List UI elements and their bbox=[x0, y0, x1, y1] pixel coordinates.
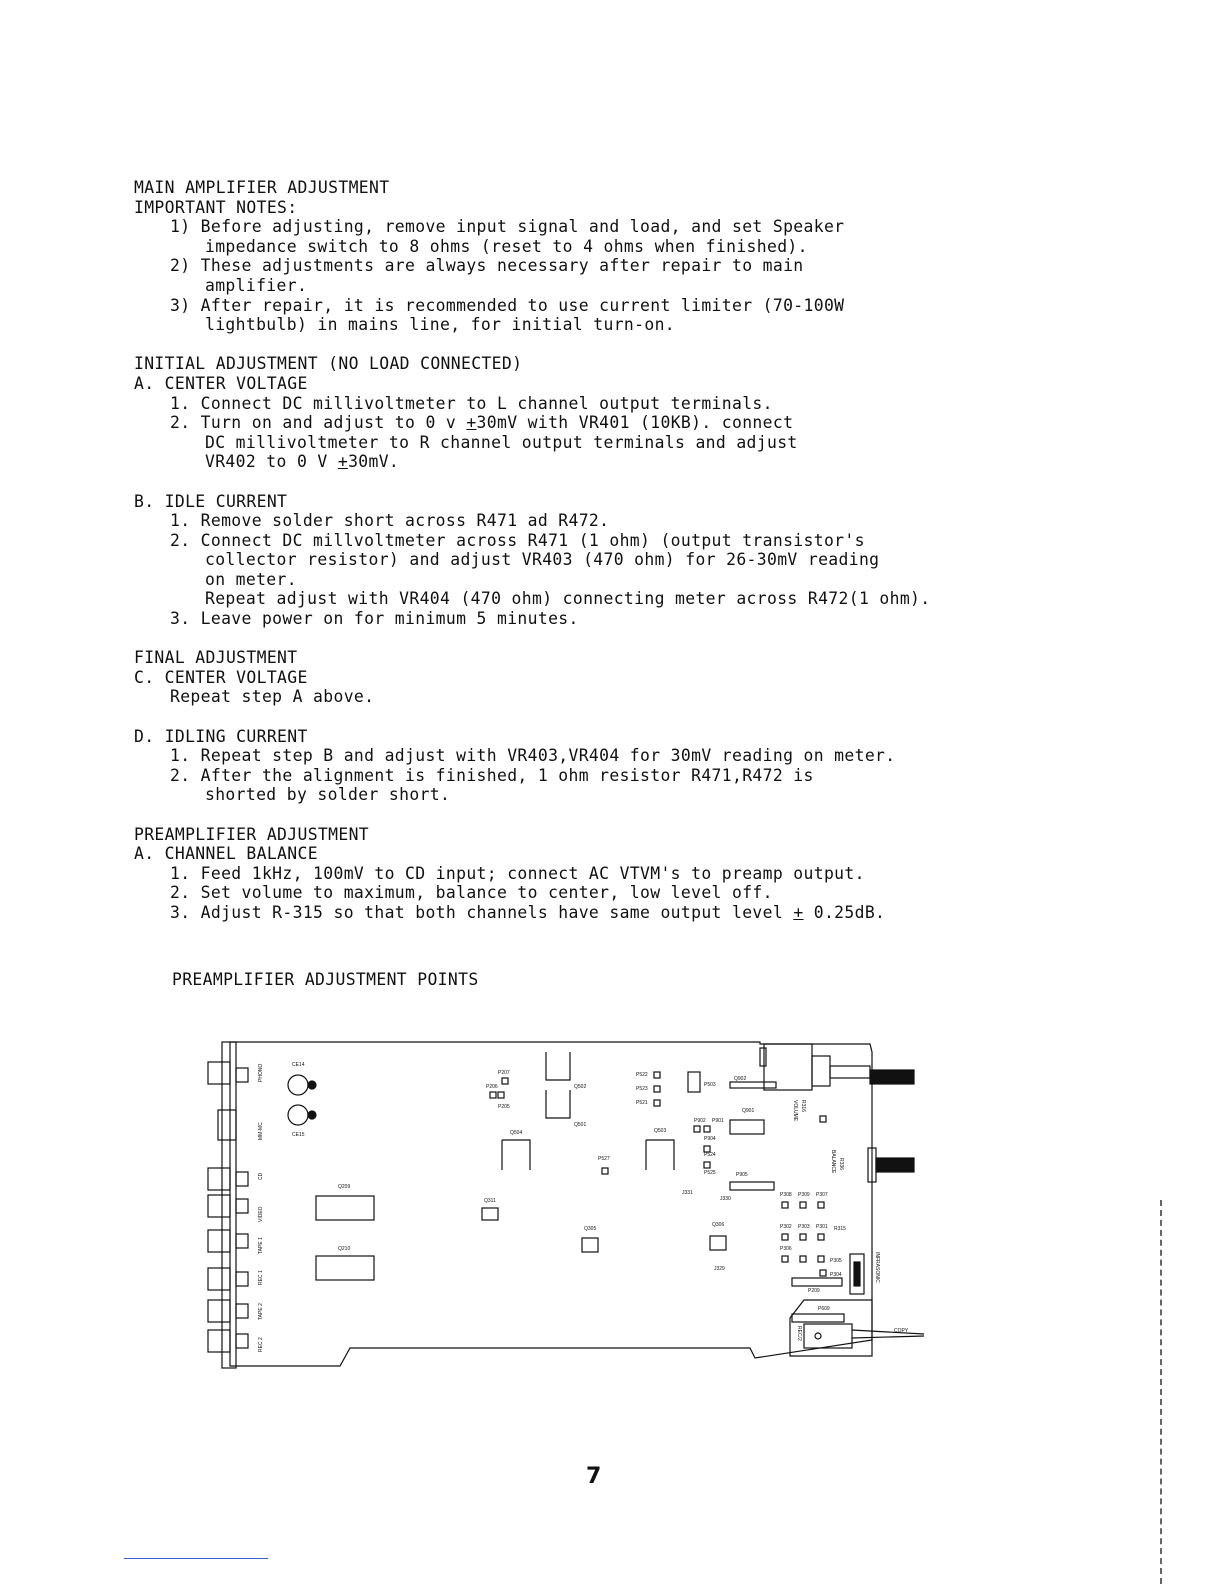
jack-label-tape-1: TAPE 1 bbox=[258, 1237, 264, 1254]
balance-step-1: 1. Feed 1kHz, 100mV to CD input; connect AC VTVM's to preamp output. bbox=[170, 863, 865, 883]
heatsink-q502 bbox=[546, 1052, 570, 1080]
step-b-2-line-4: Repeat adjust with VR404 (470 ohm) connecting meter across R472(1 ohm). bbox=[205, 589, 931, 609]
label-r316: R316 bbox=[800, 1100, 806, 1112]
balance-step-2: 2. Set volume to maximum, balance to center, low level off. bbox=[170, 883, 773, 903]
step-b-heading: B. IDLE CURRENT bbox=[134, 491, 288, 511]
capacitor-ce15 bbox=[288, 1105, 308, 1125]
resistor-q902 bbox=[730, 1082, 776, 1088]
footer-rule bbox=[124, 1558, 268, 1559]
label-q306: Q306 bbox=[712, 1222, 725, 1228]
preamp-pcb-diagram bbox=[200, 1030, 940, 1375]
note-3-line-2: lightbulb) in mains line, for initial turn-on. bbox=[205, 315, 676, 335]
step-b-2-line-1: 2. Connect DC millvoltmeter across R471 (1 ohm) (output transistor's bbox=[170, 530, 865, 550]
label-r315: R315 bbox=[834, 1226, 846, 1232]
label-p503: P503 bbox=[704, 1082, 716, 1088]
heatsink-q503 bbox=[646, 1140, 674, 1170]
step-a-2-line-1: 2. Turn on and adjust to 0 v +30mV with VR401 (10KB). connect bbox=[170, 413, 794, 433]
jack-label-tape-2: TAPE 2 bbox=[258, 1303, 264, 1320]
label-q504: Q504 bbox=[510, 1130, 523, 1136]
note-2-line-1: 2) These adjustments are always necessary after repair to main bbox=[170, 256, 804, 276]
note-1-line-2: impedance switch to 8 ohms (reset to 4 ohms when finished). bbox=[205, 236, 808, 256]
important-notes-heading: IMPORTANT NOTES: bbox=[134, 197, 298, 217]
label-q209: Q209 bbox=[338, 1184, 351, 1190]
transistor-q311 bbox=[482, 1208, 498, 1220]
label-j330: J330 bbox=[720, 1196, 731, 1202]
label-rec-2-selector: REC/2 bbox=[796, 1326, 802, 1341]
section-heading-final-adjustment: FINAL ADJUSTMENT bbox=[134, 648, 298, 668]
label-p522: P522 bbox=[636, 1072, 648, 1078]
label-q210: Q210 bbox=[338, 1246, 351, 1252]
label-p206: P206 bbox=[486, 1084, 498, 1090]
balance-step-3: 3. Adjust R-315 so that both channels have same output level + 0.25dB. bbox=[170, 902, 886, 922]
heatsink-q501 bbox=[546, 1090, 570, 1118]
connector-p209 bbox=[792, 1278, 842, 1286]
figure-title: PREAMPLIFIER ADJUSTMENT POINTS bbox=[172, 970, 479, 989]
label-q901: Q901 bbox=[742, 1108, 755, 1114]
label-j329: J329 bbox=[714, 1266, 725, 1272]
label-p524: P524 bbox=[704, 1152, 716, 1158]
page-number: 7 bbox=[586, 1464, 602, 1489]
label-p609: P609 bbox=[818, 1306, 830, 1312]
jack-label-cd: CD bbox=[258, 1172, 264, 1180]
balance-knob-shaft bbox=[876, 1158, 914, 1172]
label-balance: BALANCE bbox=[830, 1150, 836, 1174]
label-p307: P307 bbox=[816, 1192, 828, 1198]
step-a-2-line-3: VR402 to 0 V +30mV. bbox=[205, 452, 400, 472]
label-p904: P904 bbox=[704, 1136, 716, 1142]
plus-minus-sign: + bbox=[793, 902, 804, 922]
note-1-line-1: 1) Before adjusting, remove input signal and load, and set Speaker bbox=[170, 217, 845, 237]
step-d-2-line-2: shorted by solder short. bbox=[205, 785, 451, 805]
jack-label-rec-1: REC 1 bbox=[258, 1270, 264, 1285]
section-heading-main-amplifier: MAIN AMPLIFIER ADJUSTMENT bbox=[134, 178, 390, 197]
step-b-2-line-3: on meter. bbox=[205, 569, 297, 589]
jack-label-rec-2: REC 2 bbox=[258, 1337, 264, 1352]
note-2-line-2: amplifier. bbox=[205, 275, 308, 295]
jack-label-phono: PHONO bbox=[258, 1063, 264, 1082]
channel-balance-heading: A. CHANNEL BALANCE bbox=[134, 844, 318, 864]
label-p525: P525 bbox=[704, 1170, 716, 1176]
connector-p905 bbox=[730, 1182, 774, 1190]
label-p302: P302 bbox=[780, 1224, 792, 1230]
connector-p503 bbox=[688, 1072, 700, 1092]
section-heading-initial-adjustment: INITIAL ADJUSTMENT (NO LOAD CONNECTED) bbox=[134, 354, 523, 374]
label-q503: Q503 bbox=[654, 1128, 667, 1134]
step-d-heading: D. IDLING CURRENT bbox=[134, 726, 308, 746]
volume-knob-shaft bbox=[870, 1070, 914, 1084]
label-r336: R336 bbox=[838, 1158, 844, 1170]
label-volume: VOLUME bbox=[792, 1100, 798, 1122]
label-j331: J331 bbox=[682, 1190, 693, 1196]
connector-p609 bbox=[792, 1314, 844, 1322]
label-p301: P301 bbox=[816, 1224, 828, 1230]
label-q501: Q501 bbox=[574, 1122, 587, 1128]
label-p523: P523 bbox=[636, 1086, 648, 1092]
label-q305: Q305 bbox=[584, 1226, 597, 1232]
scan-edge-line bbox=[1160, 1200, 1162, 1584]
label-infrasonic: INFRASONIC bbox=[874, 1252, 880, 1283]
step-a-2-line-2: DC millivoltmeter to R channel output terminals and adjust bbox=[205, 432, 798, 452]
label-p306: P306 bbox=[780, 1246, 792, 1252]
label-p309: P309 bbox=[798, 1192, 810, 1198]
label-p207: P207 bbox=[498, 1070, 510, 1076]
plus-minus-sign: + bbox=[466, 413, 477, 433]
jack-label-mm-mc: MM-MC bbox=[258, 1122, 264, 1140]
label-q502: Q502 bbox=[574, 1084, 587, 1090]
note-3-line-1: 3) After repair, it is recommended to use current limiter (70-100W bbox=[170, 295, 845, 315]
label-p901: P901 bbox=[712, 1118, 724, 1124]
label-q902: Q902 bbox=[734, 1076, 747, 1082]
step-c-1: Repeat step A above. bbox=[170, 687, 375, 707]
label-p209: P209 bbox=[808, 1288, 820, 1294]
transistor-q305 bbox=[582, 1238, 598, 1252]
test-point-pads bbox=[490, 1072, 826, 1276]
step-d-1: 1. Repeat step B and adjust with VR403,VR404 for 30mV reading on meter. bbox=[170, 746, 896, 766]
jack-label-video: VIDEO bbox=[258, 1206, 264, 1222]
capacitor-ce14 bbox=[288, 1075, 308, 1095]
label-q311: Q311 bbox=[484, 1198, 496, 1204]
label-p527: P527 bbox=[598, 1156, 610, 1162]
ic-q901 bbox=[730, 1120, 764, 1134]
input-jacks bbox=[208, 1042, 248, 1368]
label-p308: P308 bbox=[780, 1192, 792, 1198]
step-a-heading: A. CENTER VOLTAGE bbox=[134, 373, 308, 393]
ic-q209 bbox=[316, 1196, 374, 1220]
plus-minus-sign: + bbox=[337, 452, 349, 472]
step-b-2-line-2: collector resistor) and adjust VR403 (470 ohm) for 26-30mV reading bbox=[205, 550, 880, 570]
volume-pot-body bbox=[764, 1044, 812, 1090]
label-p521: P521 bbox=[636, 1100, 648, 1106]
heatsink-q504 bbox=[502, 1140, 530, 1170]
step-b-1: 1. Remove solder short across R471 ad R472. bbox=[170, 511, 610, 531]
label-ce14: CE14 bbox=[292, 1062, 305, 1068]
section-heading-preamplifier: PREAMPLIFIER ADJUSTMENT bbox=[134, 824, 370, 844]
label-p303: P303 bbox=[798, 1224, 810, 1230]
label-p905: P905 bbox=[736, 1172, 748, 1178]
adjustment-instructions bbox=[134, 178, 1054, 923]
ic-q210 bbox=[316, 1256, 374, 1280]
label-p304: P304 bbox=[830, 1272, 842, 1278]
transistor-q306 bbox=[710, 1236, 726, 1250]
label-p305: P305 bbox=[830, 1258, 842, 1264]
label-p902: P902 bbox=[694, 1118, 706, 1124]
step-b-3: 3. Leave power on for minimum 5 minutes. bbox=[170, 609, 579, 629]
label-p205: P205 bbox=[498, 1104, 510, 1110]
label-copy: COPY bbox=[894, 1328, 909, 1334]
step-a-1: 1. Connect DC millivoltmeter to L channel output terminals. bbox=[170, 393, 773, 413]
step-c-heading: C. CENTER VOLTAGE bbox=[134, 667, 308, 687]
step-d-2-line-1: 2. After the alignment is finished, 1 ohm resistor R471,R472 is bbox=[170, 765, 814, 785]
label-ce15: CE15 bbox=[292, 1132, 305, 1138]
